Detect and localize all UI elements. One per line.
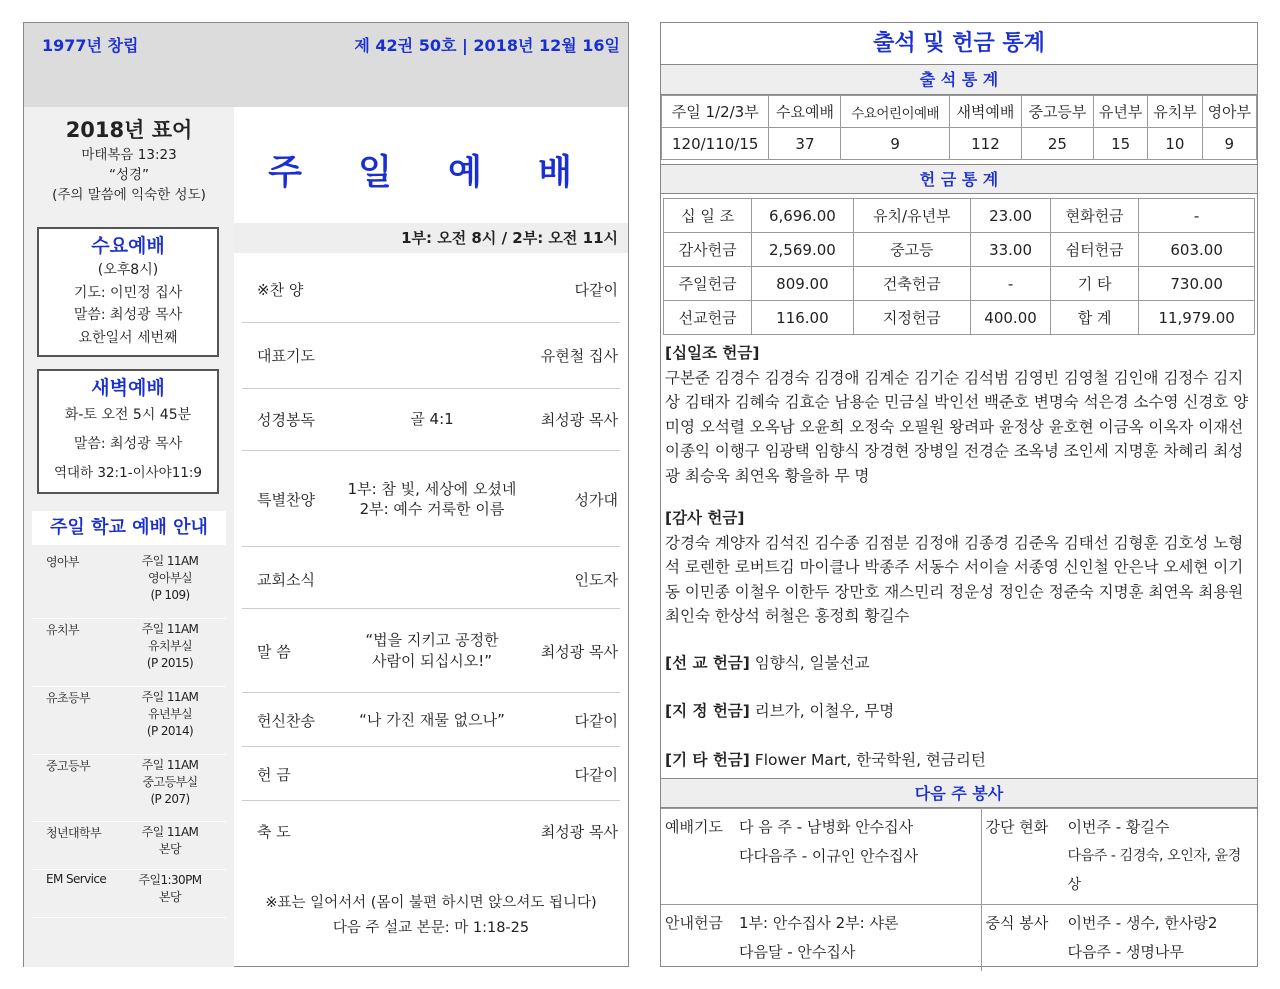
offering-amount: -: [971, 267, 1051, 301]
item-content: “법을 지키고 공정한: [365, 631, 499, 649]
attendance-value: 37: [769, 128, 841, 160]
motto-quote: “성경”: [108, 167, 150, 183]
item-leader: 인도자: [574, 571, 618, 589]
attendance-header-row: [662, 96, 1257, 128]
prayer-after-next: 다다음주 - 이규인 안수집사: [739, 847, 919, 865]
sunday-school-title: 주일 학교 예배 안내: [32, 511, 226, 545]
item-name: 특별찬양: [257, 491, 315, 509]
item-leader: 다같이: [574, 712, 618, 730]
school-room: 유치부실: [148, 639, 192, 653]
wednesday-text: 요한일서 세번째: [78, 329, 178, 346]
motto-title: 2018년 표어: [65, 118, 193, 142]
item-name: 교회소식: [257, 571, 315, 589]
attendance-value: 10: [1148, 128, 1202, 160]
attendance-header: 새벽예배: [949, 96, 1021, 128]
prayer-next: 다 음 주 - 남병화 안수집사: [739, 818, 914, 836]
service-item: [242, 257, 620, 323]
service-title: 주 일 예 배: [268, 153, 594, 193]
school-time: 주일 11AM: [141, 690, 199, 704]
item-name: 말 씀: [257, 643, 291, 661]
school-room-no: (P 207): [150, 792, 190, 806]
offering-label: 선교헌금: [664, 301, 752, 335]
item-leader: 유현철 집사: [540, 347, 618, 365]
attendance-header: 중고등부: [1021, 96, 1093, 128]
school-dept: EM Service: [46, 872, 107, 886]
altar-cell: [981, 809, 1257, 905]
offering-label: 주일헌금: [664, 267, 752, 301]
mission-names: 임향식, 일불선교: [749, 653, 870, 672]
standing-note: ※표는 일어서서 (몸이 불편 하시면 앉으셔도 됩니다): [265, 895, 597, 911]
item-name: 대표기도: [257, 347, 315, 365]
tithe-names: 구본준 김경수 김경숙 김경애 김계순 김기순 김석범 김영빈 김영철 김인애 김정수 김지상 김태자 김혜숙 김효순 남용순 민금실 박인선 백준호 변명숙 석은경 소수영 신경호 양미영 오석렬 오옥남 오윤희 오정숙 오필원 왕려파 윤정상 윤호현 이금옥 이옥자 이재선 이종익 이행구 임광택 임향식 장경현 장병일 전경순 조옥녕 조인세 지명훈 차혜리 최성광 최승욱 최연옥 황을하 무 명: [665, 368, 1249, 485]
school-room: 중고등부실: [142, 775, 198, 789]
offering-amount: 400.00: [971, 301, 1051, 335]
next-week-row: [661, 809, 1257, 905]
designated-heading: [지 정 헌금]: [665, 702, 750, 720]
prayer-label: 예배기도: [665, 818, 723, 836]
school-dept: 청년대학부: [46, 826, 101, 840]
school-dept: 유초등부: [46, 691, 90, 705]
school-row: [32, 551, 226, 619]
established-text: 1977년 창립: [42, 36, 139, 55]
item-leader: 다같이: [574, 281, 618, 299]
school-room: 유년부실: [148, 707, 192, 721]
offering-amount: -: [1139, 199, 1255, 233]
offering-row: [664, 267, 1255, 301]
altar-next: 다음주 - 김경숙, 오인자, 윤경상: [1067, 848, 1241, 893]
item-name: 축 도: [257, 823, 291, 841]
tithe-heading: [십일조 헌금]: [665, 344, 760, 362]
school-time: 주일 11AM: [141, 554, 199, 568]
offering-label: 중고등: [853, 233, 970, 267]
school-row: [32, 755, 226, 822]
offering-row: [664, 301, 1255, 335]
school-time: 주일 11AM: [141, 758, 199, 772]
offering-title: 헌 금 통 계: [661, 164, 1257, 194]
thanks-heading: [감사 헌금]: [665, 509, 745, 527]
dawn-service-box: [37, 369, 219, 494]
item-name: 성경봉독: [257, 411, 315, 429]
offering-amount: 6,696.00: [752, 199, 853, 233]
meal-label: 중식 봉사: [985, 914, 1049, 932]
offering-label: 지정헌금: [853, 301, 970, 335]
school-dept: 유치부: [46, 623, 79, 637]
item-content-2: 2부: 예수 거룩한 이름: [359, 500, 505, 518]
school-time: 주일 11AM: [141, 622, 199, 636]
offering-amount: 11,979.00: [1139, 301, 1255, 335]
wednesday-time: (오후8시): [97, 262, 159, 278]
offering-amount: 2,569.00: [752, 233, 853, 267]
meal-this: 이번주 - 생수, 한사랑2: [1067, 914, 1218, 932]
item-content-2: 사람이 되십시오!”: [372, 652, 492, 670]
meal-cell: [981, 905, 1257, 972]
motto-note: (주의 말씀에 익숙한 성도): [52, 187, 206, 203]
item-name: 헌 금: [257, 766, 291, 784]
altar-this: 이번주 - 황길수: [1067, 818, 1170, 836]
attendance-table: [661, 95, 1257, 160]
offering-table: [663, 198, 1255, 335]
item-leader: 다같이: [574, 766, 618, 784]
attendance-header: 수요어린이예배: [841, 96, 949, 128]
next-sermon-text: 다음 주 설교 본문: 마 1:18-25: [332, 920, 530, 936]
prayer-cell: [661, 809, 981, 905]
offering-label: 합 계: [1051, 301, 1139, 335]
offering-label: 십 일 조: [664, 199, 752, 233]
attendance-header: 주일 1/2/3부: [662, 96, 769, 128]
service-item: [242, 451, 620, 547]
wednesday-prayer: 기도: 이민정 집사: [73, 284, 183, 301]
service-item: [242, 609, 620, 693]
item-content: 1부: 참 빛, 세상에 오셨네: [347, 480, 517, 498]
offering-label: 건축헌금: [853, 267, 970, 301]
next-week-table: [661, 808, 1257, 971]
attendance-value-row: [662, 128, 1257, 160]
attendance-value: 9: [1202, 128, 1256, 160]
usher-next: 다음달 - 안수집사: [739, 943, 856, 961]
school-room: 본당: [159, 890, 181, 904]
school-row: [32, 619, 226, 687]
attendance-header: 영아부: [1202, 96, 1256, 128]
service-times: 1부: 오전 8시 / 2부: 오전 11시: [234, 223, 628, 253]
other-heading: [기 타 헌금]: [665, 750, 750, 769]
dawn-sermon: 말씀: 최성광 목사: [73, 436, 183, 452]
usher-label: 안내헌금: [665, 914, 723, 932]
attendance-header: 유치부: [1148, 96, 1202, 128]
item-leader: 성가대: [574, 491, 618, 509]
bulletin-front-page: [23, 22, 629, 967]
bulletin-header: [24, 23, 628, 107]
service-item: [242, 801, 620, 855]
offering-label: 유치/유년부: [853, 199, 970, 233]
offering-label: 기 타: [1051, 267, 1139, 301]
school-room-no: (P 109): [150, 588, 190, 602]
altar-label: 강단 현화: [985, 818, 1049, 836]
service-item: [242, 389, 620, 451]
usher-cell: [661, 905, 981, 972]
meal-next: 다음주 - 생명나무: [1067, 943, 1184, 961]
attendance-header: 유년부: [1093, 96, 1147, 128]
item-leader: 최성광 목사: [540, 411, 618, 429]
item-name: 헌신찬송: [257, 712, 315, 730]
school-room-no: (P 2015): [146, 656, 194, 670]
attendance-value: 120/110/15: [662, 128, 769, 160]
stats-title: 출석 및 헌금 통계: [661, 23, 1257, 65]
offering-amount: 33.00: [971, 233, 1051, 267]
school-room: 영아부실: [148, 571, 192, 585]
item-content: “나 가진 재물 없으나”: [359, 711, 505, 729]
school-dept: 중고등부: [46, 759, 90, 773]
wednesday-service-box: [37, 227, 219, 357]
offering-row: [664, 199, 1255, 233]
school-time: 주일1:30PM: [138, 873, 202, 887]
school-dept: 영아부: [46, 555, 79, 569]
service-footer: [234, 891, 628, 941]
offering-label: 쉼터헌금: [1051, 233, 1139, 267]
sidebar: [24, 107, 234, 967]
other-names: Flower Mart, 한국학원, 현금리턴: [749, 750, 986, 769]
service-item: [242, 693, 620, 747]
school-room: 본당: [159, 842, 181, 856]
school-row: [32, 687, 226, 755]
school-room-no: (P 2014): [146, 724, 194, 738]
wednesday-sermon: 말씀: 최성광 목사: [73, 307, 183, 323]
attendance-value: 112: [949, 128, 1021, 160]
sunday-service-order: [234, 107, 628, 967]
issue-info: 제 42권 50호 | 2018년 12월 16일: [354, 36, 620, 55]
service-item: [242, 323, 620, 389]
yearly-motto: [34, 115, 224, 205]
attendance-value: 25: [1021, 128, 1093, 160]
offering-amount: 603.00: [1139, 233, 1255, 267]
offering-label: 현화헌금: [1051, 199, 1139, 233]
dawn-title: 새벽예배: [91, 377, 165, 399]
thanks-names: 강경숙 계양자 김석진 김수종 김점분 김정애 김종경 김준옥 김태선 김형훈 김호성 노형석 로렌한 로버트김 마이클나 박종주 서동수 서이슬 서종영 신인철 안은낙 오세현 이기동 이민종 이철우 이한두 장만호 재스민리 정운성 정인순 정준숙 지명훈 최연옥 최용원 최인숙 한상석 허철은 홍정희 황길수: [665, 533, 1244, 625]
attendance-value: 15: [1093, 128, 1147, 160]
dawn-text: 역대하 32:1-이사야11:9: [53, 465, 203, 481]
offering-amount: 730.00: [1139, 267, 1255, 301]
offering-amount: 23.00: [971, 199, 1051, 233]
school-time: 주일 11AM: [141, 825, 199, 839]
motto-verse: 마태복음 13:23: [81, 147, 177, 163]
service-item: [242, 747, 620, 801]
item-leader: 최성광 목사: [540, 643, 618, 661]
school-row: [32, 870, 226, 918]
attendance-value: 9: [841, 128, 949, 160]
attendance-title: 출 석 통 계: [661, 65, 1257, 95]
wednesday-title: 수요예배: [91, 235, 165, 257]
item-content: 골 4:1: [410, 410, 454, 428]
offering-names: [661, 341, 1257, 772]
dawn-time: 화-토 오전 5시 45분: [64, 407, 192, 423]
sunday-school-schedule: [32, 551, 226, 918]
attendance-header: 수요예배: [769, 96, 841, 128]
offering-amount: 116.00: [752, 301, 853, 335]
item-leader: 최성광 목사: [540, 823, 618, 841]
bulletin-stats-page: [660, 22, 1258, 967]
offering-label: 감사헌금: [664, 233, 752, 267]
offering-amount: 809.00: [752, 267, 853, 301]
usher-this: 1부: 안수집사 2부: 샤론: [739, 914, 899, 932]
designated-names: 리브가, 이철우, 무명: [749, 702, 895, 720]
next-week-row: [661, 905, 1257, 972]
item-name: ※찬 양: [257, 281, 304, 299]
mission-heading: [선 교 헌금]: [665, 653, 750, 672]
service-item: [242, 547, 620, 609]
offering-row: [664, 233, 1255, 267]
school-row: [32, 822, 226, 870]
next-week-title: 다음 주 봉사: [661, 778, 1257, 808]
